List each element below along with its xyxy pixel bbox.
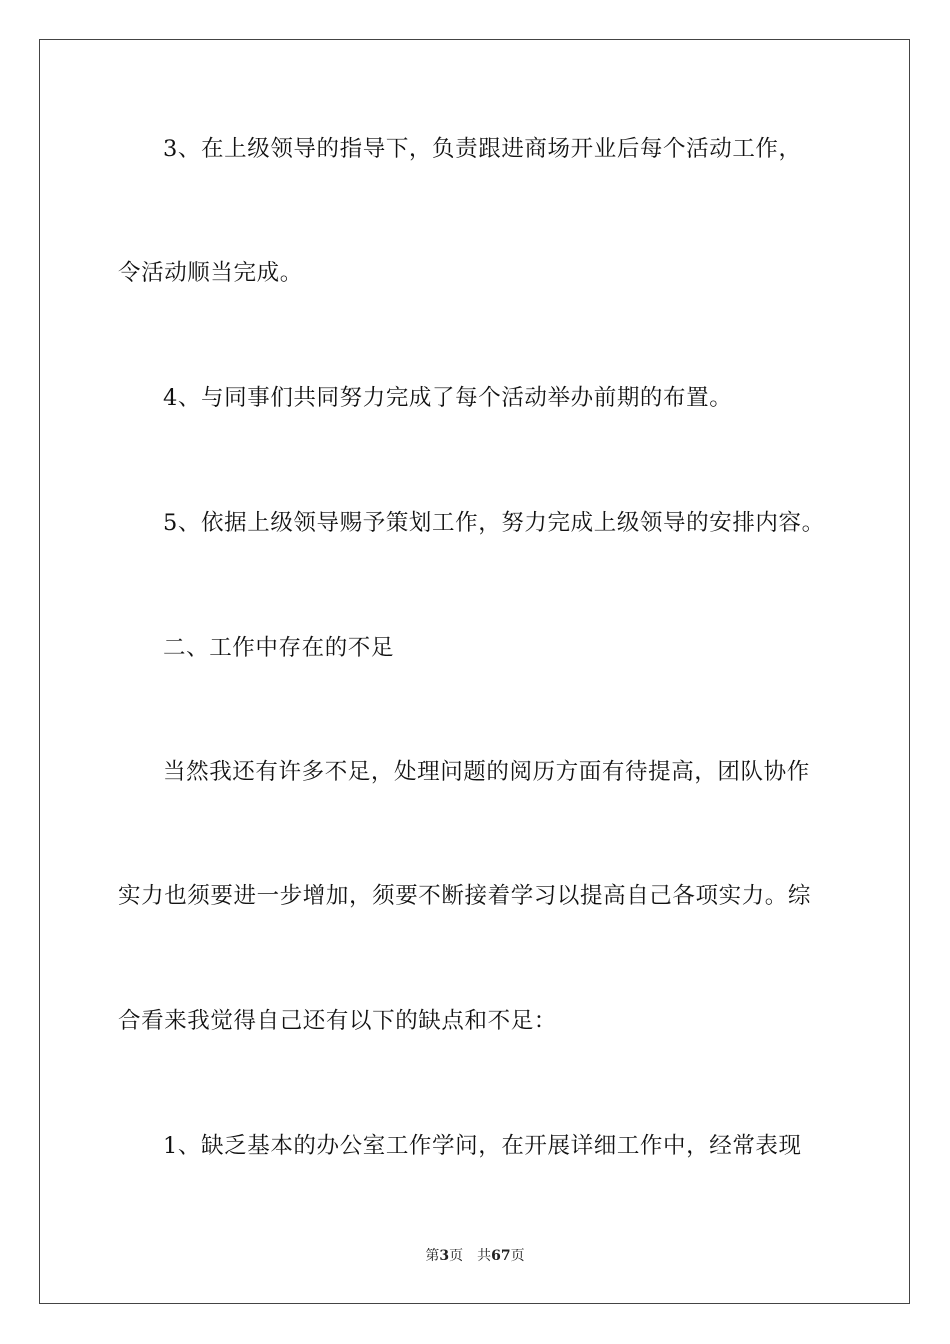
page-label-prefix: 第: [425, 1248, 440, 1264]
total-label-prefix: 共: [477, 1248, 492, 1264]
paragraph-line: 令活动顺当完成。: [118, 260, 303, 286]
total-pages: 67: [491, 1248, 511, 1264]
paragraph-line: 5、依据上级领导赐予策划工作，努力完成上级领导的安排内容。: [163, 510, 825, 536]
page-number: 3: [439, 1248, 450, 1264]
page-label-suffix: 页: [449, 1248, 464, 1264]
paragraph-line: 3、在上级领导的指导下，负责跟进商场开业后每个活动工作，: [163, 136, 802, 162]
page-footer: [0, 1247, 950, 1265]
paragraph-line: 实力也须要进一步增加，须要不断接着学习以提高自己各项实力。综: [118, 883, 812, 909]
paragraph-line: 当然我还有许多不足，处理问题的阅历方面有待提高，团队协作: [163, 759, 810, 785]
paragraph-line: 合看来我觉得自己还有以下的缺点和不足：: [118, 1008, 557, 1034]
paragraph-line: 1、缺乏基本的办公室工作学问，在开展详细工作中，经常表现: [163, 1133, 802, 1159]
paragraph-line: 4、与同事们共同努力完成了每个活动举办前期的布置。: [163, 385, 733, 411]
section-heading: 二、工作中存在的不足: [163, 635, 395, 661]
total-label-suffix: 页: [510, 1248, 525, 1264]
page-border: [39, 39, 910, 1304]
